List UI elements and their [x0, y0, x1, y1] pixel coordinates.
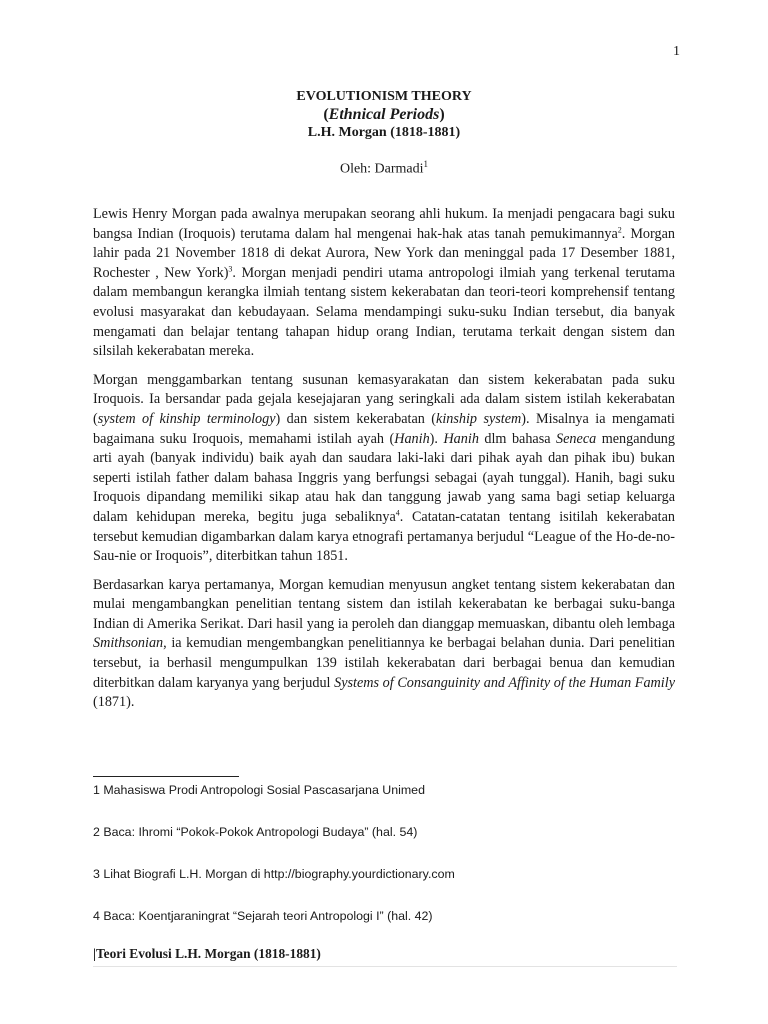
footnote-ref-4: 4: [395, 508, 400, 518]
p2-emphasis-b: kinship system: [436, 410, 522, 427]
page-number: 1: [673, 44, 680, 59]
p3-text-a: Berdasarkan karya pertamanya, Morgan kemudian menyusun angket tentang sistem kekerabatan dan mulai mengambangkan penelitian tentang sistem dan istilah kekerabatan ke berbagai suku-banga Indian di Amerika Serikat. Dari hasil yang ia peroleh dan dianggap memuaskan, dibantu oleh lembaga: [93, 576, 675, 632]
byline-text: Oleh: Darmadi: [339, 161, 424, 177]
footnote-ref-2: 2: [617, 224, 622, 234]
p2-emphasis-c: Hanih: [394, 430, 430, 447]
byline: [0, 159, 768, 178]
subtitle-close-paren: ): [439, 106, 445, 123]
p2-text-d: ).: [429, 430, 444, 447]
p3-emphasis-b: Systems of Consanguinity and Affinity of the Human Family: [334, 674, 675, 691]
author-dates: L.H. Morgan (1818-1881): [307, 125, 461, 140]
page-footer: |Teori Evolusi L.H. Morgan (1818-1881): [93, 946, 677, 967]
footnote-3: 3 Lihat Biografi L.H. Morgan di http://biography.yourdictionary.com: [93, 867, 455, 881]
footnote-1: 1 Mahasiswa Prodi Antropologi Sosial Pascasarjana Unimed: [93, 783, 425, 797]
p2-text-b: ) dan sistem kekerabatan (: [275, 410, 437, 427]
p1-text-a: Lewis Henry Morgan pada awalnya merupakan seorang ahli hukum. Ia menjadi pengacara bagi suku bangsa Indian (Iroquois) terutama dalam hal mengenai hak-hak atas tanah pemukimannya: [93, 206, 675, 242]
paragraph-2: [93, 371, 675, 567]
footnote-ref-3: 3: [228, 264, 233, 274]
p3-text-c: (1871).: [93, 694, 135, 711]
p2-emphasis-a: system of kinship terminology: [97, 410, 276, 427]
p2-text-c: ). Misalnya ia mengamati bagaimana suku Iroquois, memahami istilah ayah (: [93, 410, 675, 447]
document-subtitle: [0, 105, 768, 124]
p2-text-g: . Catatan-catatan tentang isitilah kekerabatan tersebut kemudian digambarkan dalam karya etnografi pertamanya berjudul “League of the Ho-de-no-Sau-nie or Iroquois”, diterbitkan tahun 1851.: [93, 508, 675, 565]
p2-emphasis-e: Seneca: [556, 430, 597, 447]
body-text: [93, 205, 675, 722]
subtitle-open-paren: (: [323, 106, 329, 123]
title-block: [0, 88, 768, 142]
footnote-divider: [93, 776, 239, 777]
p1-text-b: . Morgan lahir pada 21 November 1818 di dekat Aurora, New York dan meninggal pada 17 Desember 1881, Rochester , New York): [93, 225, 675, 281]
p1-text-c: . Morgan menjadi pendiri utama antropologi ilmiah yang terkenal terutama dalam membangun kerangka ilmiah tentang sistem kekerabatan dan teori-teori komprehensif tentang evolusi masyarakat dan kebudayaan. Selama mendampingi suku-suku Indian tersebut, dia banyak mengamati dan belajar tentang tahapan hidup orang Indian, terutama terkait dengan sistem dan silsilah kekerabatan mereka.: [93, 264, 675, 360]
subtitle-text: Ethnical Periods: [328, 106, 440, 123]
p2-text-e: dlm bahasa: [478, 430, 557, 447]
footnote-2: 2 Baca: Ihromi “Pokok-Pokok Antropologi Budaya” (hal. 54): [93, 825, 418, 839]
document-title: EVOLUTIONISM THEORY: [296, 89, 472, 104]
p2-text-a: Morgan menggambarkan tentang susunan kemasyarakatan dan sistem kekerabatan pada suku Iroquois. Ia bersandar pada gejala kesejajaran yang seringkali ada dalam sistem istilah kekerabatan (: [93, 371, 675, 427]
paragraph-1: [93, 205, 675, 362]
p3-text-b: , ia kemudian mengembangkan penelitiannya ke berbagai belahan dunia. Dari penelitian tersebut, ia berhasil mengumpulkan 139 istilah kekerabatan dari berbagai benua dan kemudian diterbitkan dalam karyanya yang berjudul: [93, 635, 675, 691]
paragraph-3: [93, 576, 675, 713]
p3-emphasis-a: Smithsonian: [93, 635, 164, 652]
footnote-4: 4 Baca: Koentjaraningrat “Sejarah teori Antropologi I” (hal. 42): [93, 909, 433, 923]
p2-text-f: mengandung arti ayah (banyak individu) baik ayah dan saudara laki-laki dari pihak ayah dan pihak ibu) bukan seperti istilah father dalam bahasa Inggris yang berfungsi sebagai (ayah tunggal). Hanih, bagi suku Iroquois dipandang memiliki sikap atau hak dan tanggung jawab yang sama bagi setiap keluarga dalam kehidupan mereka, begitu juga sebaliknya: [93, 430, 675, 525]
footnote-ref-1: 1: [423, 159, 429, 169]
p2-emphasis-d: Hanih: [443, 430, 479, 447]
